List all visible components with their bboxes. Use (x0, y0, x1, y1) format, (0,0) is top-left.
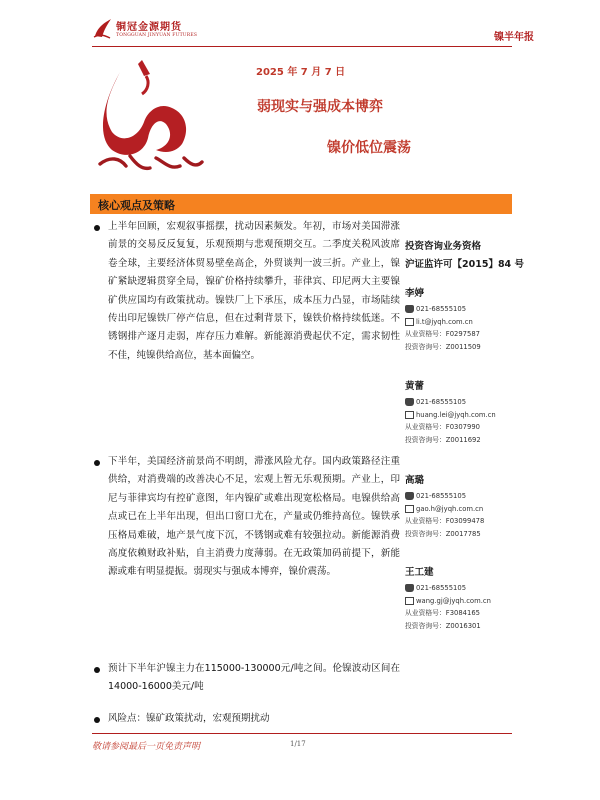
disclaimer-note: 敬请参阅最后一页免责声明 (92, 742, 201, 752)
report-title-line2: 镍价低位震荡 (327, 140, 411, 156)
analyst-card (405, 285, 525, 353)
bullet-dot (94, 225, 100, 231)
phone-icon (405, 492, 414, 500)
analyst-email[interactable]: wang.gj@jyqh.com.cn (416, 596, 491, 605)
analyst-name: 黄蕾 (405, 381, 425, 392)
analyst-practice-no: 从业资格号：F0307990 (405, 423, 480, 431)
bullet-text-price-forecast: 预计下半年沪镍主力在115000-130000元/吨之间。伦镍波动区间在14000-16000美元/吨 (108, 663, 400, 693)
analyst-card (405, 378, 525, 446)
company-name-cn: 铜冠金源期货 (116, 22, 182, 33)
report-date: 2025 年 7 月 7 日 (256, 67, 346, 78)
calligraphy-art-image (90, 52, 210, 182)
bullet-text-risk: 风险点：镍矿政策扰动，宏观预期扰动 (108, 713, 270, 724)
company-logo (92, 16, 202, 46)
analyst-phone: 021-68555105 (416, 584, 467, 592)
analyst-phone: 021-68555105 (416, 305, 467, 313)
analyst-phone: 021-68555105 (416, 492, 467, 500)
qualification-license: 沪证监许可【2015】84 号 (405, 259, 524, 270)
mail-icon (405, 505, 414, 513)
mail-icon (405, 318, 414, 326)
analyst-consult-no: 投资咨询号：Z0016301 (405, 621, 481, 630)
header-divider (92, 46, 512, 47)
analyst-email[interactable]: li.t@jyqh.com.cn (416, 317, 473, 326)
analyst-card (405, 472, 525, 540)
bullet-text-h2-outlook: 下半年，美国经济前景尚不明朗，滞涨风险尤存。国内政策路径注重供给，对消费端的改善决心不足，宏观上暂无乐观预期。产业上，印尼与菲律宾均有控矿意图，年内镍矿或难出现宽松格局。电镍供给高点或已在上半年出现，但出口窗口尤在，产量或仍维持高位。镍铁承压格局难破，地产景气度下沉，不锈钢或难有较强拉动。新能源消费高度依赖财政补贴，自主消费力度薄弱。在无政策加码前提下，新能源或难有明显提振。弱现实与强成本博弈，镍价震荡。 (108, 456, 400, 578)
bullet-dot (94, 460, 100, 466)
analyst-card (405, 564, 525, 632)
phone-icon (405, 305, 414, 313)
analyst-name: 高璐 (405, 475, 425, 486)
analyst-phone: 021-68555105 (416, 398, 467, 406)
mail-icon (405, 411, 414, 419)
company-name-en: TONGGUAN JINYUAN FUTURES (116, 33, 198, 38)
phone-icon (405, 398, 414, 406)
footer-divider (92, 733, 512, 734)
analyst-consult-no: 投资咨询号：Z0017785 (405, 529, 481, 538)
analyst-consult-no: 投资咨询号：Z0011509 (405, 342, 481, 351)
section-title: 核心观点及策略 (98, 199, 175, 212)
brush-logo-icon (92, 16, 114, 40)
report-title-line1: 弱现实与强成本博弈 (257, 99, 383, 115)
analyst-practice-no: 从业资格号：F3084165 (405, 609, 480, 617)
analyst-name: 李婷 (405, 288, 425, 299)
analyst-practice-no: 从业资格号：F03099478 (405, 517, 485, 525)
report-type-label: 镍半年报 (494, 32, 534, 43)
analyst-name: 王工建 (405, 567, 434, 578)
analyst-consult-no: 投资咨询号：Z0011692 (405, 435, 481, 444)
analyst-email[interactable]: gao.h@jyqh.com.cn (416, 504, 484, 513)
page-number: 1/17 (290, 740, 306, 748)
bullet-text-h1-review: 上半年回顾，宏观叙事摇摆，扰动因素频发。年初，市场对美国滞涨前景的交易反反复复，乐观预期与悲观预期交互。二季度关税风波席卷全球，主要经济体贸易壁垒高企，外贸谈判一波三折。产业上，镍矿紧缺逻辑贯穿全局，镍矿价格持续攀升，菲律宾、印尼两大主要镍矿供应国均有政策扰动。镍铁厂上下承压，成本压力凸显，市场陆续传出印尼镍铁厂停产信息，但在过剩背景下，镍铁价格持续低迷。不锈钢排产逐月走弱，库存压力难解。新能源消费起伏不定，需求韧性不佳，纯镍供给高位，基本面偏空。 (108, 221, 400, 361)
analyst-email[interactable]: huang.lei@jyqh.com.cn (416, 410, 496, 419)
bullet-dot (94, 717, 100, 723)
qualification-title: 投资咨询业务资格 (405, 241, 482, 252)
bullet-dot (94, 667, 100, 673)
analyst-practice-no: 从业资格号：F0297587 (405, 330, 480, 338)
mail-icon (405, 597, 414, 605)
phone-icon (405, 584, 414, 592)
